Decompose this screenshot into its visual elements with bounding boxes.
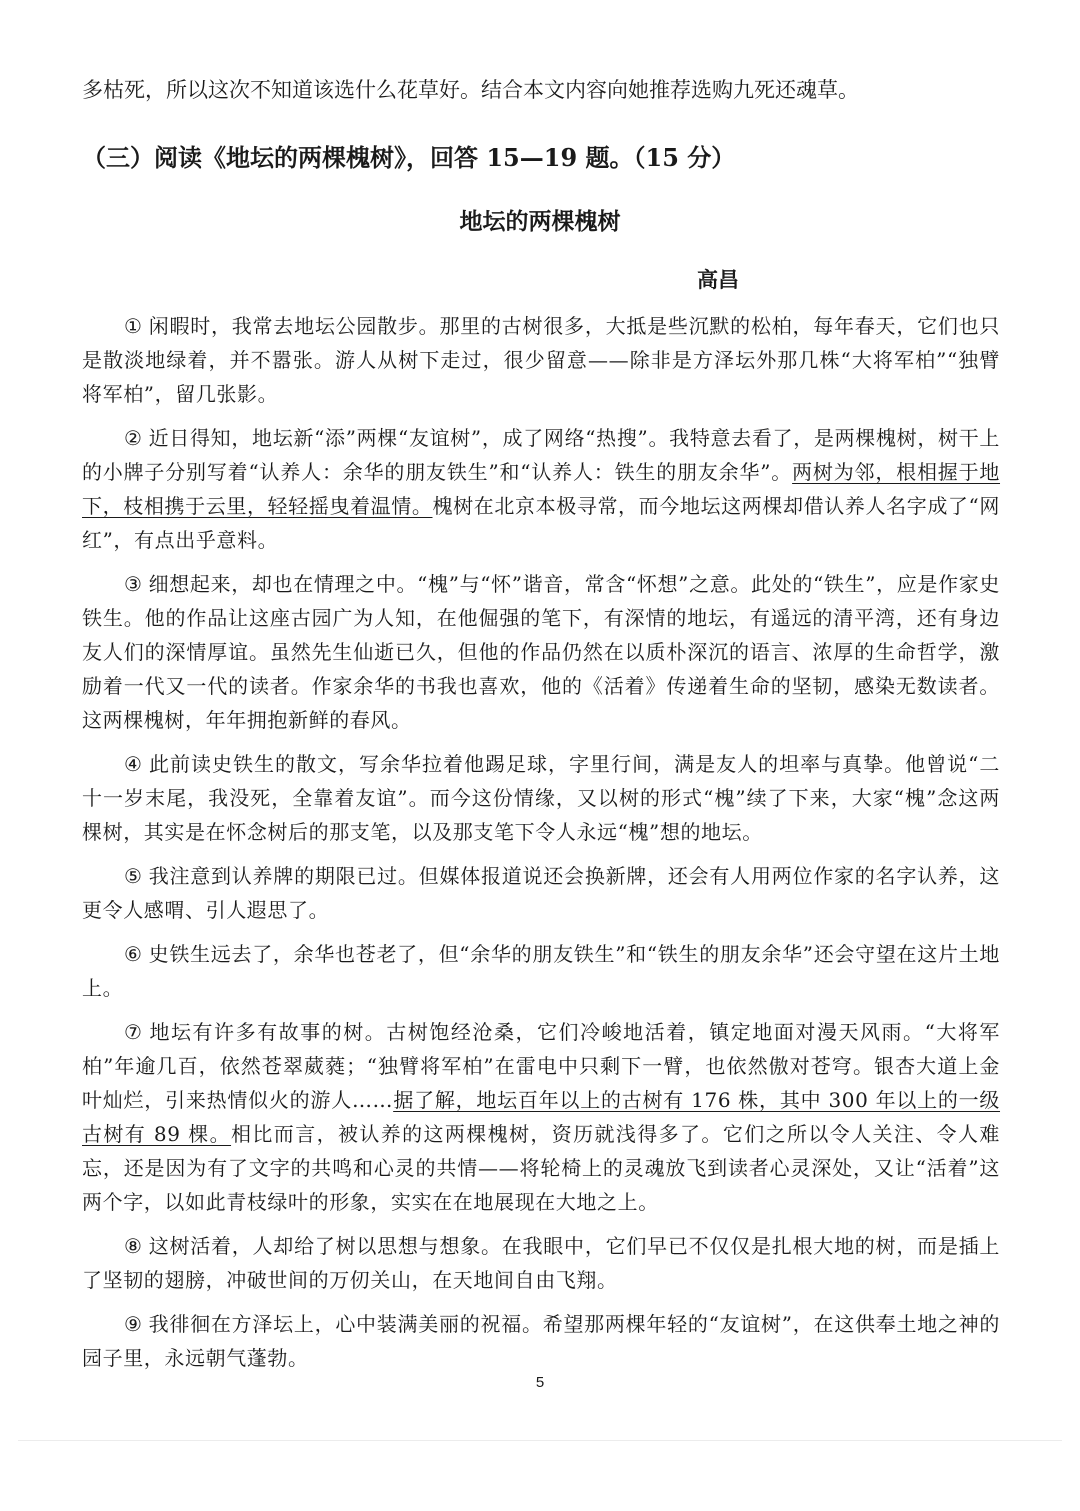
article-paragraph [82,421,1000,557]
paragraph-number: ⑧ [124,1234,143,1258]
article-paragraph [82,937,1000,1005]
article-paragraph [82,859,1000,927]
paragraph-number: ② [124,426,143,450]
article-paragraph [82,747,1000,849]
paragraph-text: 我注意到认养牌的期限已过。但媒体报道说还会换新牌，还会有人用两位作家的名字认养，这更令人感喟、引人遐思了。 [82,864,1000,922]
article-paragraph [82,309,1000,411]
article-paragraph [82,1307,1000,1375]
underlined-sentence: 两树为邻，根相握于地下，枝相携于云里，轻轻摇曳着温情。 [82,460,1001,518]
paragraph-text: 我徘徊在方泽坛上，心中装满美丽的祝福。希望那两棵年轻的“友谊树”，在这供奉土地之神的园子里，永远朝气蓬勃。 [82,1312,1000,1370]
section-heading: （三）阅读《地坛的两棵槐树》，回答 15—19 题。（15 分） [82,143,736,172]
article-author: 高昌 [697,267,739,292]
page-number: 5 [535,1374,545,1391]
article-title: 地坛的两棵槐树 [459,208,621,235]
paragraph-number: ① [124,314,143,338]
paragraph-number: ⑨ [124,1312,143,1336]
article-paragraph [82,1229,1000,1297]
paragraph-text: 细想起来，却也在情理之中。“槐”与“怀”谐音，常含“怀想”之意。此处的“铁生”，应是作家史铁生。他的作品让这座古园广为人知，在他倔强的笔下，有深情的地坛，有遥远的清平湾，还有身边友人们的深情厚谊。虽然先生仙逝已久，但他的作品仍然在以质朴深沉的语言、浓厚的生命哲学，激励着一代又一代的读者。作家余华的书我也喜欢，他的《活着》传递着生命的坚韧，感染无数读者。这两棵槐树，年年拥抱新鲜的春风。 [82,572,1001,732]
underlined-sentence: 据了解，地坛百年以上的古树有 176 株，其中 300 年以上的一级古树有 89 棵。 [82,1088,1001,1146]
paragraph-text: 这树活着，人却给了树以思想与想象。在我眼中，它们早已不仅仅是扎根大地的树，而是插上了坚韧的翅膀，冲破世间的万仞关山，在天地间自由飞翔。 [82,1234,1000,1292]
paragraph-number: ④ [124,752,143,776]
bottom-divider [18,1440,1062,1441]
paragraph-number: ⑤ [124,864,143,888]
paragraph-text: 槐树在北京本极寻常，而今地坛这两棵却借认养人名字成了“网红”，有点出乎意料。 [82,494,1000,552]
article-paragraph [82,567,1000,737]
paragraph-text: 地坛有许多有故事的树。古树饱经沧桑，它们冷峻地活着，镇定地面对漫天风雨。“大将军柏”年逾几百，依然苍翠葳蕤；“独臂将军柏”在雷电中只剩下一臂，也依然傲对苍穹。银杏大道上金叶灿烂，引来热情似火的游人…… [82,1020,1000,1112]
paragraph-text: 闲暇时，我常去地坛公园散步。那里的古树很多，大抵是些沉默的松柏，每年春天，它们也只是散淡地绿着，并不嚣张。游人从树下走过，很少留意——除非是方泽坛外那几株“大将军柏”“独臂将军柏”，留几张影。 [82,314,1000,406]
article-body [82,309,1000,1385]
paragraph-text: 史铁生远去了，余华也苍老了，但“余华的朋友铁生”和“铁生的朋友余华”还会守望在这片土地上。 [82,942,1000,1000]
paragraph-text: 相比而言，被认养的这两棵槐树，资历就浅得多了。它们之所以令人关注、令人难忘，还是因为有了文字的共鸣和心灵的共情——将轮椅上的灵魂放飞到读者心灵深处，又让“活着”这两个字，以如此青枝绿叶的形象，实实在在地展现在大地之上。 [82,1122,1000,1214]
paragraph-text: 此前读史铁生的散文，写余华拉着他踢足球，字里行间，满是友人的坦率与真挚。他曾说“二十一岁末尾，我没死，全靠着友谊”。而今这份情缘，又以树的形式“槐”续了下来，大家“槐”念这两棵树，其实是在怀念树后的那支笔，以及那支笔下令人永远“槐”想的地坛。 [82,752,1000,844]
paragraph-number: ⑥ [124,942,143,966]
previous-question-tail: 多枯死，所以这次不知道该选什么花草好。结合本文内容向她推荐选购九死还魂草。 [82,78,859,102]
paragraph-number: ③ [124,572,143,596]
paragraph-text: 近日得知，地坛新“添”两棵“友谊树”，成了网络“热搜”。我特意去看了，是两棵槐树，树干上的小牌子分别写着“认养人：余华的朋友铁生”和“认养人：铁生的朋友余华”。 [82,426,1001,484]
paragraph-number: ⑦ [124,1020,144,1044]
article-paragraph [82,1015,1000,1219]
